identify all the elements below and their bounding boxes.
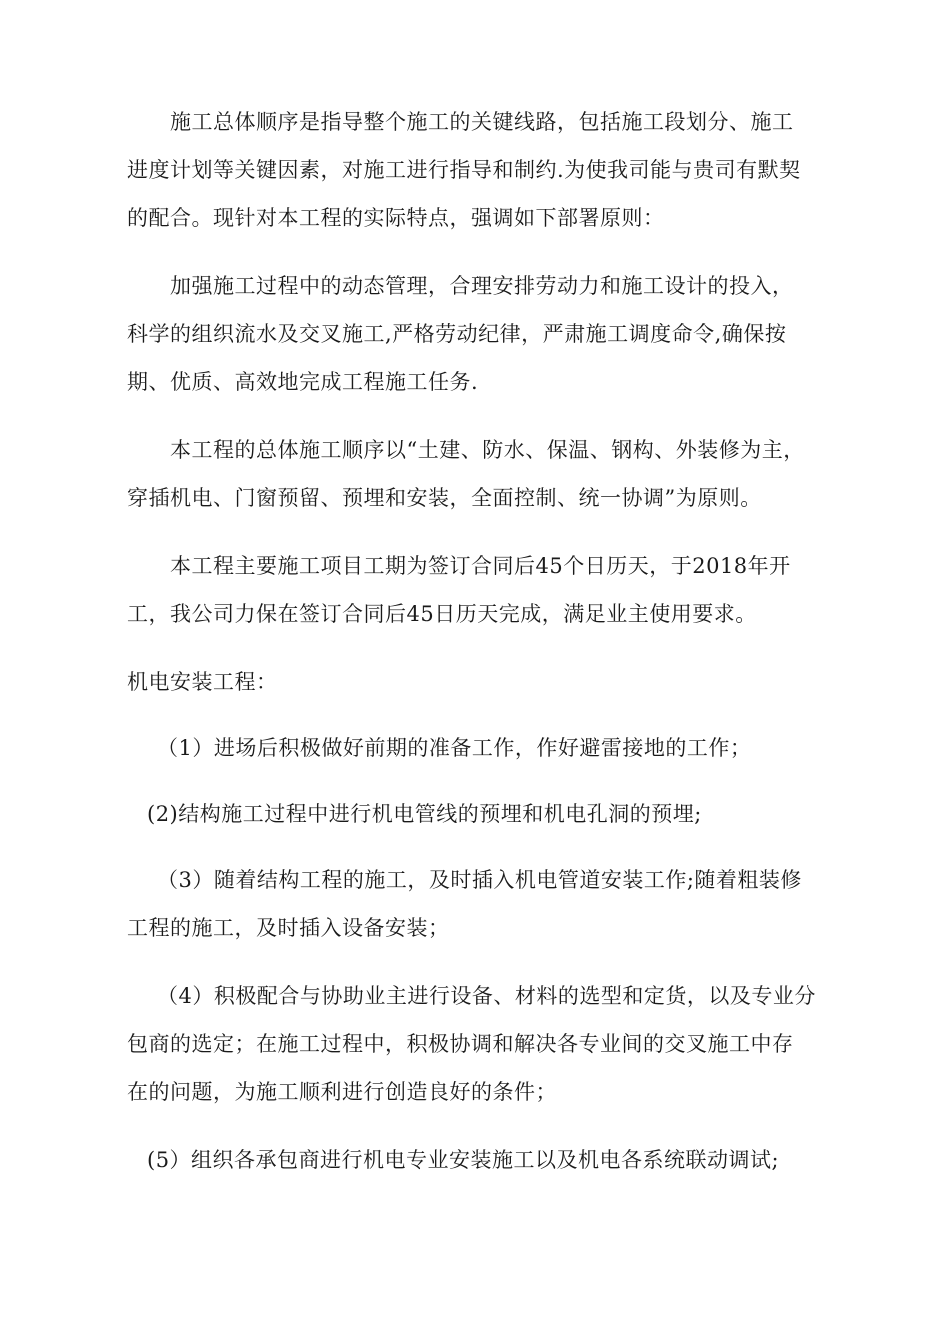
list-item-line: （1）进场后积极做好前期的准备工作，作好避雷接地的工作； [157, 736, 752, 760]
paragraph-overall-order [127, 426, 827, 522]
paragraph-line: 科学的组织流水及交叉施工,严格劳动纪律，严肃施工调度命令,确保按 [127, 322, 787, 346]
section-heading-text: 机电安装工程： [127, 670, 278, 694]
list-item-line: 包商的选定；在施工过程中，积极协调和解决各专业间的交叉施工中存 [127, 1032, 794, 1056]
paragraph-line: 本工程主要施工项目工期为签订合同后45个日历天，于2018年开 [170, 554, 791, 578]
paragraph-line: 的配合。现针对本工程的实际特点，强调如下部署原则： [127, 206, 665, 230]
list-item-line: （4）积极配合与协助业主进行设备、材料的选型和定货，以及专业分 [157, 984, 816, 1008]
paragraph-line: 本工程的总体施工顺序以“土建、防水、保温、钢构、外装修为主， [170, 438, 805, 462]
list-item-line: （3）随着结构工程的施工，及时插入机电管道安装工作;随着粗装修 [157, 868, 802, 892]
paragraph-dynamic-management [127, 262, 827, 406]
paragraph-construction-sequence [127, 98, 827, 242]
list-item-line: 在的问题，为施工顺利进行创造良好的条件； [127, 1080, 557, 1104]
list-item [127, 790, 827, 838]
list-item-line: (2)结构施工过程中进行机电管线的预埋和机电孔洞的预埋; [147, 802, 702, 826]
paragraph-line: 穿插机电、门窗预留、预埋和安装，全面控制、统一协调”为原则。 [127, 486, 762, 510]
paragraph-line: 进度计划等关键因素，对施工进行指导和制约.为使我司能与贵司有默契 [127, 158, 801, 182]
list-item [127, 724, 827, 772]
list-item [127, 856, 827, 952]
list-item-line: (5）组织各承包商进行机电专业安装施工以及机电各系统联动调试; [147, 1148, 780, 1172]
paragraph-line: 期、优质、高效地完成工程施工任务. [127, 370, 479, 394]
paragraph-line: 施工总体顺序是指导整个施工的关键线路，包括施工段划分、施工 [170, 110, 794, 134]
list-item [127, 1136, 827, 1184]
section-heading [127, 658, 827, 706]
paragraph-line: 工，我公司力保在签订合同后45日历天完成，满足业主使用要求。 [127, 602, 757, 626]
paragraph-schedule [127, 542, 827, 638]
list-item-line: 工程的施工，及时插入设备安装； [127, 916, 450, 940]
paragraph-line: 加强施工过程中的动态管理，合理安排劳动力和施工设计的投入， [170, 274, 794, 298]
list-item [127, 972, 827, 1116]
